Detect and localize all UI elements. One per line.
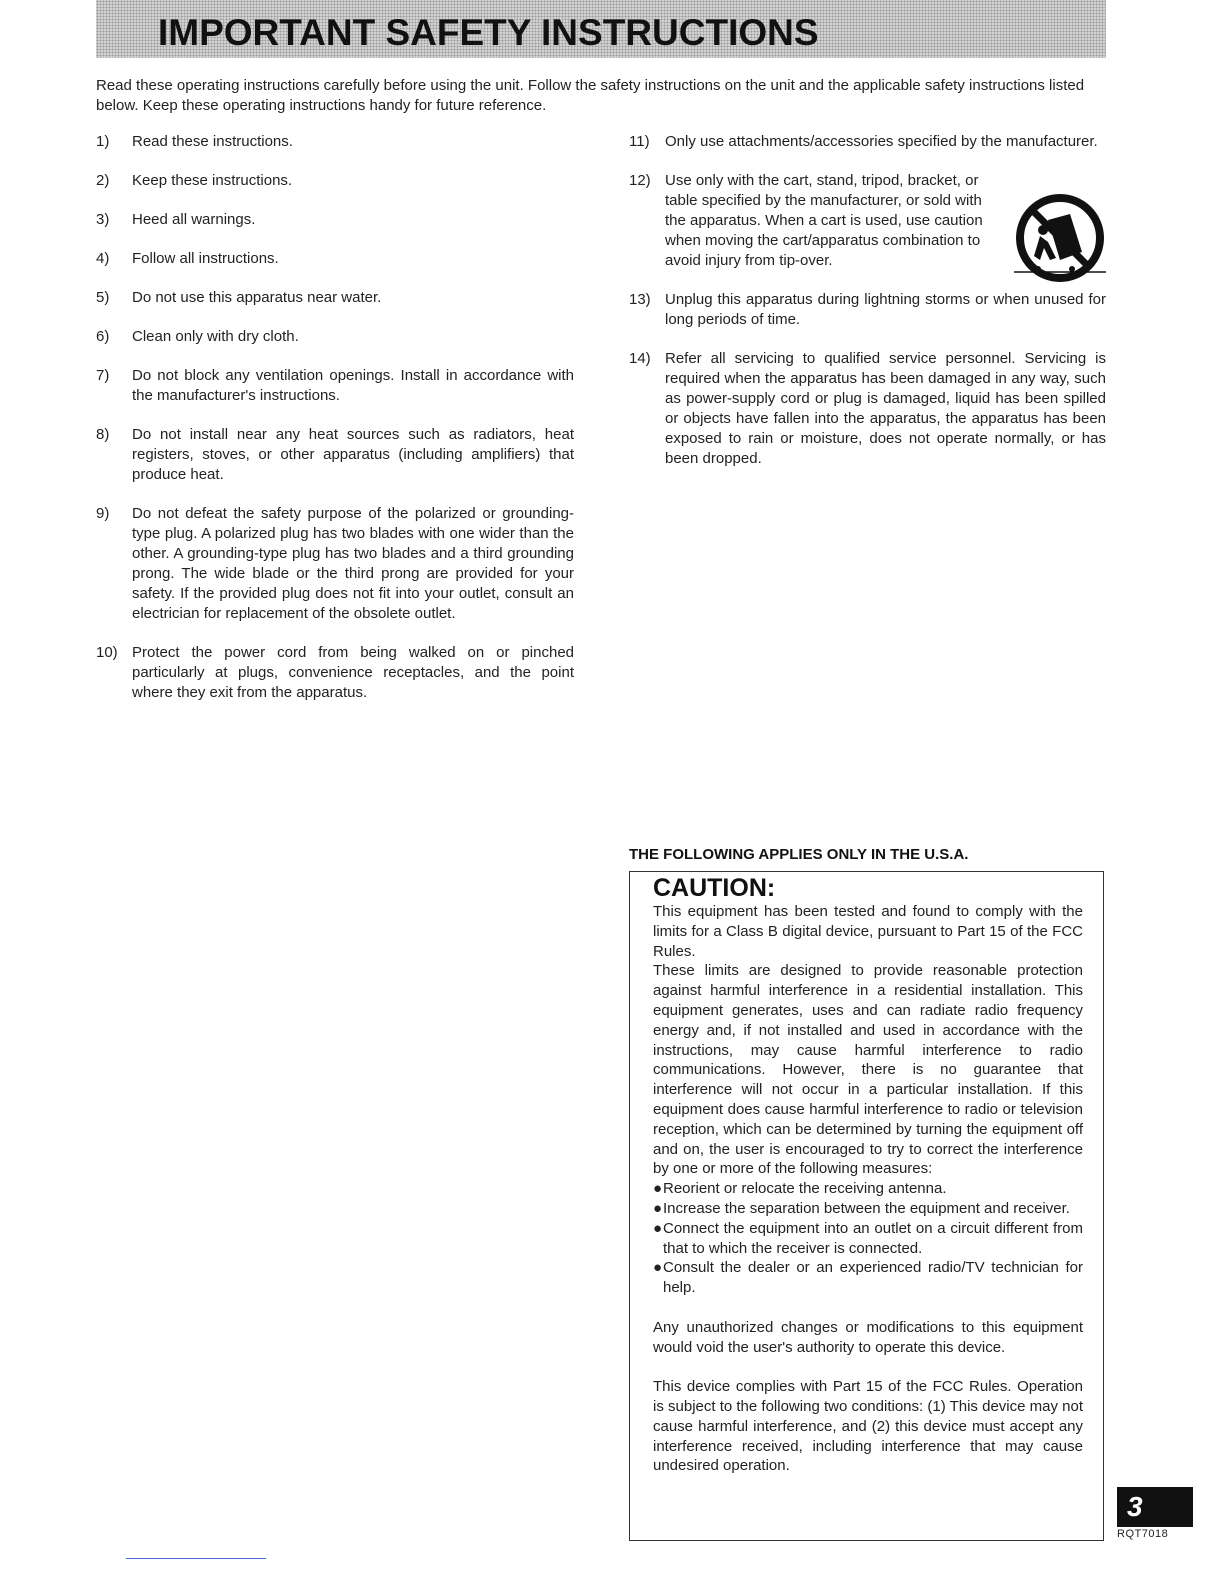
list-item bbox=[653, 1199, 1083, 1219]
instructions-list-right bbox=[629, 132, 1106, 488]
intro-paragraph: Read these operating instructions carefully before using the unit. Follow the safety instructions on the unit and the applicable safety instructions listed below. Keep these operating instructions handy for future reference. bbox=[96, 77, 1085, 114]
cart-tip-over-warning-icon bbox=[1010, 190, 1110, 290]
list-item bbox=[629, 349, 1106, 469]
item-text: Use only with the cart, stand, tripod, bracket, or table specified by the manufacturer, or sold with the apparatus. When a cart is used, use caution when moving the cart/apparatus combination to avoid injury from tip-over. bbox=[665, 172, 983, 269]
item-number: 12) bbox=[629, 172, 651, 189]
bullet-icon: ● bbox=[653, 1180, 663, 1198]
item-number: 6) bbox=[96, 328, 110, 345]
item-text: Do not defeat the safety purpose of the polarized or grounding-type plug. A polarized plug has two blades with one wider than the other. A grounding-type plug has two blades and a third grounding prong. The wide blade or the third prong are provided for your safety. If the provided plug does not fit into your outlet, consult an electrician for replacement of the obsolete outlet. bbox=[132, 505, 574, 622]
item-text: Do not block any ventilation openings. Install in accordance with the manufacturer's instructions. bbox=[132, 367, 574, 404]
document-code: RQT7018 bbox=[1117, 1528, 1169, 1540]
item-number: 11) bbox=[629, 133, 650, 150]
item-number: 2) bbox=[96, 172, 110, 189]
list-item bbox=[629, 290, 1106, 330]
measure-text: Reorient or relocate the receiving antenna. bbox=[663, 1180, 947, 1198]
caution-paragraph: These limits are designed to provide reasonable protection against harmful interference in a residential installation. This equipment generates, uses and can radiate radio frequency energy and, if not installed and used in accordance with the instructions, may cause harmful interference to radio communications. However, there is no guarantee that interference will not occur in a particular installation. If this equipment does cause harmful interference to radio or television reception, which can be determined by turning the equipment off and on, the user is encouraged to try to correct the interference by one or more of the following measures: bbox=[653, 962, 1083, 1178]
bullet-icon: ● bbox=[653, 1259, 663, 1277]
measure-text: Connect the equipment into an outlet on a circuit different from that to which the receiver is connected. bbox=[663, 1219, 1083, 1257]
caution-paragraph: This equipment has been tested and found to comply with the limits for a Class B digital device, pursuant to Part 15 of the FCC Rules. bbox=[653, 903, 1083, 960]
measures-list bbox=[653, 1179, 1083, 1298]
list-item bbox=[653, 1258, 1083, 1298]
item-text: Only use attachments/accessories specified by the manufacturer. bbox=[665, 133, 1098, 150]
caution-paragraph: Any unauthorized changes or modifications to this equipment would void the user's authority to operate this device. bbox=[653, 1318, 1083, 1356]
item-text: Heed all warnings. bbox=[132, 211, 256, 228]
list-item bbox=[96, 171, 574, 191]
caution-paragraph: This device complies with Part 15 of the FCC Rules. Operation is subject to the following two conditions: (1) This device may not cause harmful interference, and (2) this device must accept any interference received, including interference that may cause undesired operation. bbox=[653, 1378, 1083, 1475]
list-item bbox=[96, 643, 574, 703]
bullet-icon: ● bbox=[653, 1199, 663, 1217]
list-item bbox=[629, 132, 1106, 152]
list-item bbox=[96, 288, 574, 308]
item-number: 8) bbox=[96, 426, 110, 443]
caution-title: CAUTION: bbox=[653, 874, 776, 902]
usa-notice-heading: THE FOLLOWING APPLIES ONLY IN THE U.S.A. bbox=[629, 846, 969, 863]
list-item bbox=[96, 210, 574, 230]
list-item bbox=[96, 425, 574, 485]
footer-rule bbox=[126, 1558, 266, 1559]
caution-box bbox=[629, 871, 1104, 1541]
item-text: Follow all instructions. bbox=[132, 250, 279, 267]
caution-body bbox=[653, 902, 1083, 1476]
list-item bbox=[653, 1179, 1083, 1199]
list-item bbox=[96, 249, 574, 269]
instructions-list-left bbox=[96, 132, 574, 722]
item-number: 14) bbox=[629, 350, 651, 367]
page-number: 3 bbox=[1117, 1487, 1193, 1527]
item-number: 4) bbox=[96, 250, 110, 267]
list-item bbox=[96, 132, 574, 152]
item-text: Read these instructions. bbox=[132, 133, 293, 150]
item-number: 3) bbox=[96, 211, 110, 228]
list-item bbox=[96, 504, 574, 624]
item-number: 13) bbox=[629, 291, 651, 308]
item-text: Clean only with dry cloth. bbox=[132, 328, 299, 345]
page-title: IMPORTANT SAFETY INSTRUCTIONS bbox=[158, 12, 819, 53]
item-number: 7) bbox=[96, 367, 110, 384]
measure-text: Increase the separation between the equipment and receiver. bbox=[663, 1199, 1070, 1217]
item-text: Do not install near any heat sources such as radiators, heat registers, stoves, or other apparatus (including amplifiers) that produce heat. bbox=[132, 426, 574, 483]
item-number: 5) bbox=[96, 289, 110, 306]
item-number: 10) bbox=[96, 644, 118, 661]
item-number: 1) bbox=[96, 133, 110, 150]
list-item bbox=[96, 327, 574, 347]
item-number: 9) bbox=[96, 505, 110, 522]
measure-text: Consult the dealer or an experienced radio/TV technician for help. bbox=[663, 1259, 1083, 1297]
item-text: Refer all servicing to qualified service personnel. Servicing is required when the apparatus has been damaged in any way, such as power-supply cord or plug is damaged, liquid has been spilled or objects have fallen into the apparatus, the apparatus has been exposed to rain or moisture, does not operate normally, or has been dropped. bbox=[665, 350, 1106, 467]
bullet-icon: ● bbox=[653, 1219, 663, 1237]
list-item bbox=[653, 1219, 1083, 1259]
list-item bbox=[96, 366, 574, 406]
item-text: Do not use this apparatus near water. bbox=[132, 289, 382, 306]
item-text: Unplug this apparatus during lightning storms or when unused for long periods of time. bbox=[665, 291, 1106, 328]
item-text: Keep these instructions. bbox=[132, 172, 293, 189]
item-text: Protect the power cord from being walked on or pinched particularly at plugs, convenience receptacles, and the point where they exit from the apparatus. bbox=[132, 644, 574, 701]
